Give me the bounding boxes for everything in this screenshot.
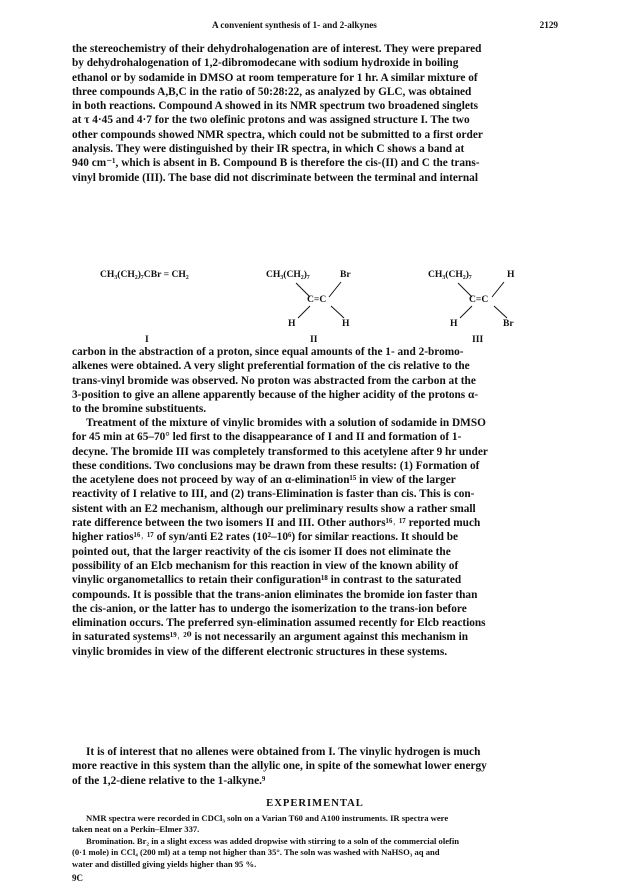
text-line: taken neat on a Perkin–Elmer 337. [72,824,200,835]
text-line: ethanol or by sodamide in DMSO at room temperature for 1 hr. A similar mixture of [72,71,478,84]
bond-line [331,306,344,318]
page-number: 2129 [539,20,558,30]
compound-label-iii: III [472,334,484,345]
text-line: the stereochemistry of their dehydrohalogenation are of interest. They were prepared [72,43,482,55]
text-line: of the 1,2-diene relative to the 1-alkyne.⁹ [72,774,266,787]
text-line: trans-vinyl bromide was observed. No proton was abstracted from the carbon at the [72,374,476,387]
text-line: Treatment of the mixture of vinylic bromides with a solution of sodamide in DMSO [86,417,486,429]
text-line: in saturated systems¹⁹˒ ²⁰ is not necessarily an argument against this mechanism in [72,631,469,644]
text-line: analysis. They were distinguished by their IR spectra, in which C shows a band at [72,143,465,156]
text-line: carbon in the abstraction of a proton, since equal amounts of the 1- and 2-bromo- [72,346,464,358]
text-line: 3-position to give an allene apparently because of the higher acidity of the protons α- [72,388,479,401]
text-line: vinylic organometallics to retain their configuration¹⁸ in contrast to the saturated [72,574,462,587]
paragraph-4 [72,745,558,788]
structure-iii-top-right: H [507,269,515,280]
signature-mark: 9C [72,873,83,883]
running-header [72,20,558,34]
structure-i-formula: CH₃(CH₂)₇CBr = CH₂ [100,269,189,280]
text-line: possibility of an Elcb mechanism for this reaction in view of the known ability of [72,559,459,572]
structure-ii-center: C=C [307,294,327,305]
bond-line [492,282,504,297]
text-line: in both reactions. Compound A showed in its NMR spectrum two broadened singlets [72,100,479,113]
bond-line [494,306,507,318]
paragraph-1 [72,42,558,185]
bond-line [460,306,472,318]
experimental-note-bromination [72,836,558,870]
bond-line [298,306,310,318]
structure-iii-center: C=C [469,294,489,305]
compound-label-ii: II [310,334,318,345]
text-line: higher ratios¹⁶˒ ¹⁷ of syn/anti E2 rates (10²–10⁶) for similar reactions. It should be [72,531,459,544]
text-line: It is of interest that no allenes were obtained from I. The vinylic hydrogen is much [86,746,481,758]
text-line: Bromination. Br₂ in a slight excess was added dropwise with stirring to a soln of the commercial olefin [86,836,460,846]
text-line: by dehydrohalogenation of 1,2-dibromodecane with sodium hydroxide in boiling [72,57,459,70]
text-line: three compounds A,B,C in the ratio of 50:28:22, as analyzed by GLC, was obtained [72,85,472,98]
paragraph-3 [72,416,558,659]
text-line: reactivity of I relative to III, and (2) trans-Elimination is faster than cis. This is con- [72,488,475,501]
text-line: water and distilled giving yields higher than 95 %. [72,858,257,869]
text-line: alkenes were obtained. A very slight preferential formation of the cis relative to the [72,360,470,373]
text-line: pointed out, that the larger reactivity of the cis isomer II does not eliminate the [72,545,451,558]
text-line: sistent with an E2 mechanism, although our preliminary results show a rather small [72,502,476,515]
text-line: to the bromine substituents. [72,403,207,416]
text-line: at τ 4·45 and 4·7 for the two olefinic protons and was assigned structure I. The two [72,114,470,127]
bond-line [329,282,341,297]
text-line: other compounds showed NMR spectra, which could not be submitted to a first order [72,128,483,141]
running-title: A convenient synthesis of 1- and 2-alkynes [212,20,377,30]
text-line: NMR spectra were recorded in CDCl₃ soln on a Varian T60 and A100 instruments. IR spectra were [86,813,449,823]
text-line: elimination occurs. The preferred syn-elimination assumed recently for Elcb reactions [72,617,486,630]
structure-iii-top-left: CH₃(CH₂)₇ [428,269,472,280]
text-line: vinyl bromide (III). The base did not discriminate between the terminal and internal [72,171,478,184]
text-line: more reactive in this system than the allylic one, in spite of the somewhat lower energy [72,760,487,773]
structure-iii-bottom-left: H [450,318,458,329]
text-line: compounds. It is possible that the trans-anion eliminates the bromide ion faster than [72,588,478,601]
structure-iii-bottom-right: Br [503,318,514,329]
text-line: these conditions. Two conclusions may be drawn from these results: (1) Formation of [72,459,480,472]
text-line: for 45 min at 65–70° led first to the disappearance of I and II and formation of 1- [72,431,462,444]
text-line: 940 cm⁻¹, which is absent in B. Compound B is therefore the cis-(II) and C the trans- [72,157,480,170]
text-line: vinylic bromides in view of the different electronic structures in these systems. [72,645,448,658]
text-line: the acetylene does not proceed by way of an α-elimination¹⁵ in view of the larger [72,474,456,487]
structure-ii-top-left: CH₃(CH₂)₇ [266,269,310,280]
structure-ii-bottom-right: H [342,318,350,329]
text-line: decyne. The bromide III was completely transformed to this acetylene after 9 hr under [72,445,488,458]
text-line: (0·1 mole) in CCl₄ (200 ml) at a temp not higher than 35°. The soln was washed with NaHSO₃ aq and [72,847,440,858]
structure-ii-top-right: Br [340,269,351,280]
text-line: rate difference between the two isomers II and III. Other authors¹⁶˒ ¹⁷ reported much [72,517,481,530]
compound-label-i: I [145,334,149,345]
experimental-note-instruments [72,813,558,836]
section-heading-experimental: EXPERIMENTAL [266,798,364,809]
text-line: the cis-anion, or the latter has to undergo the isomerization to the trans-ion before [72,602,467,615]
structure-ii-bottom-left: H [288,318,296,329]
paragraph-2 [72,345,558,416]
